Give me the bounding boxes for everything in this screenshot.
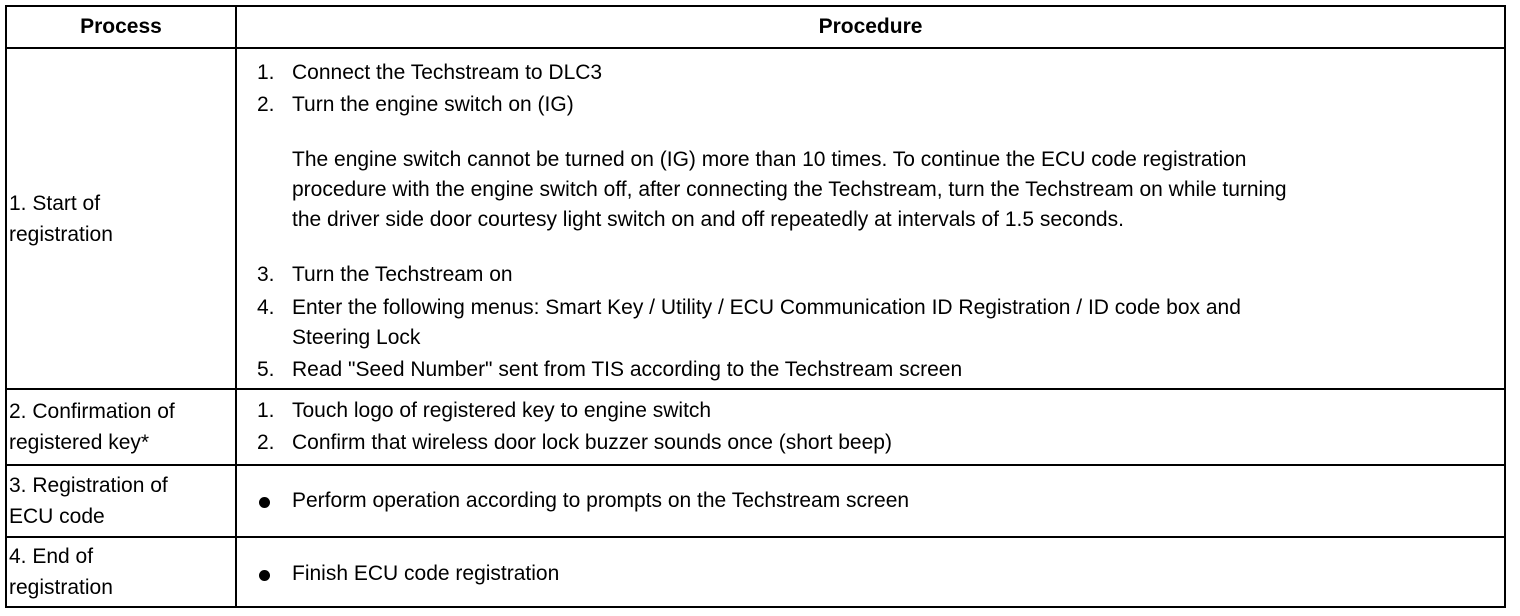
step-text xyxy=(292,293,1486,353)
table-row-end-of-registration xyxy=(7,538,1504,606)
process-cell xyxy=(9,49,233,388)
process-cell xyxy=(9,390,233,464)
step-number: 2. xyxy=(257,431,275,454)
step-text: Confirm that wireless door lock buzzer sounds once (short beep) xyxy=(292,431,892,454)
step-text: Turn the Techstream on xyxy=(292,263,513,286)
process-label-line: registered key* xyxy=(9,431,150,454)
header-process: Process xyxy=(80,15,162,38)
process-label-line: 2. Confirmation of xyxy=(9,400,175,423)
step-text: Read "Seed Number" sent from TIS according to the Techstream screen xyxy=(292,358,963,381)
procedure-cell xyxy=(237,390,1504,464)
process-label-line: 1. Start of xyxy=(9,191,101,215)
step-text-line: Enter the following menus: Smart Key / Utility / ECU Communication ID Registration / ID code box and xyxy=(292,296,1241,319)
note-paragraph xyxy=(292,145,1494,235)
step-number: 4. xyxy=(257,296,275,319)
table-row-registration-of-ecu-code xyxy=(7,466,1504,538)
step-number: 5. xyxy=(257,358,275,381)
bullet-icon xyxy=(259,570,270,581)
note-line: The engine switch cannot be turned on (IG) more than 10 times. To continue the ECU code registration xyxy=(292,148,1247,171)
step-number: 2. xyxy=(257,93,275,116)
table-header-row xyxy=(7,7,1504,49)
process-label-line: 4. End of xyxy=(9,545,94,568)
procedure-cell xyxy=(237,538,1504,606)
procedure-table xyxy=(5,5,1506,608)
procedure-cell xyxy=(237,49,1504,388)
process-label-line: registration xyxy=(9,576,113,599)
header-procedure: Procedure xyxy=(818,15,923,38)
procedure-cell xyxy=(237,466,1504,536)
step-number: 1. xyxy=(257,399,275,422)
step-number: 3. xyxy=(257,263,275,286)
bullet-icon xyxy=(259,497,270,508)
step-number: 1. xyxy=(257,61,275,84)
step-text: Connect the Techstream to DLC3 xyxy=(292,61,603,84)
step-text: Touch logo of registered key to engine switch xyxy=(292,399,712,422)
step-text-line: Steering Lock xyxy=(292,326,421,349)
step-text: Turn the engine switch on (IG) xyxy=(292,93,574,116)
process-label-line: ECU code xyxy=(9,505,105,528)
table-row-start-of-registration xyxy=(7,49,1504,390)
bullet-text: Finish ECU code registration xyxy=(292,562,560,585)
process-cell xyxy=(9,466,233,536)
note-line: the driver side door courtesy light switch on and off repeatedly at intervals of 1.5 seconds. xyxy=(292,208,1124,231)
process-cell xyxy=(9,538,233,606)
bullet-text: Perform operation according to prompts on the Techstream screen xyxy=(292,489,910,512)
table-row-confirmation-of-registered-key xyxy=(7,390,1504,466)
process-label-line: 3. Registration of xyxy=(9,474,168,497)
note-line: procedure with the engine switch off, after connecting the Techstream, turn the Techstream on while turning xyxy=(292,178,1287,201)
process-label-line: registration xyxy=(9,222,113,246)
